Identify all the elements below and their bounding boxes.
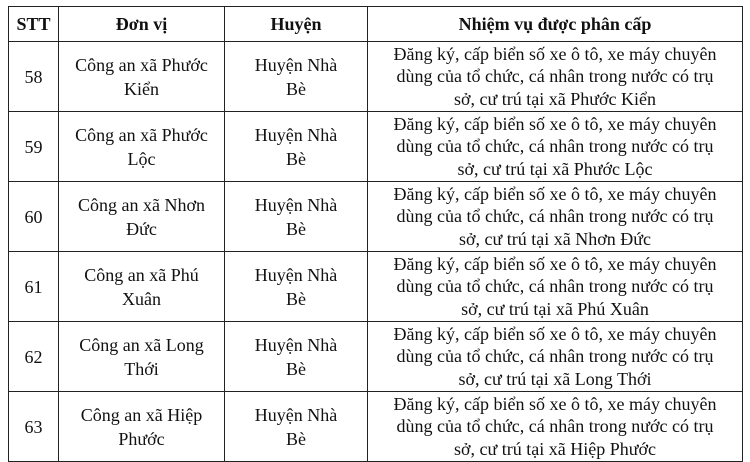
cell-task-line: Đăng ký, cấp biển số xe ô tô, xe máy chuyên: [393, 113, 717, 134]
table-row: [9, 112, 743, 182]
cell-task-line: Đăng ký, cấp biển số xe ô tô, xe máy chuyên: [393, 183, 717, 204]
cell-unit-line: Công an xã Phước: [75, 54, 208, 75]
cell-task-line: sở, cư trú tại xã Phước Lộc: [457, 158, 653, 179]
cell-unit-line: Công an xã Nhơn: [77, 194, 205, 215]
cell-district-line: Huyện Nhà: [254, 264, 338, 285]
table-row: [9, 42, 743, 112]
cell-stt: 62: [9, 322, 59, 392]
cell-task-line: Đăng ký, cấp biển số xe ô tô, xe máy chuyên: [393, 393, 717, 414]
cell-district: [225, 42, 368, 112]
cell-task-line: dùng của tổ chức, cá nhân trong nước có trụ: [396, 416, 714, 437]
cell-unit-line: Xuân: [122, 288, 161, 309]
cell-unit-line: Đức: [126, 218, 157, 239]
header-unit: Đơn vị: [59, 7, 225, 42]
table-row: [9, 392, 743, 462]
cell-task-line: Đăng ký, cấp biển số xe ô tô, xe máy chuyên: [393, 323, 717, 344]
cell-district: [225, 112, 368, 182]
cell-district-line: Huyện Nhà: [254, 334, 338, 355]
cell-task-line: dùng của tổ chức, cá nhân trong nước có trụ: [396, 346, 714, 367]
table-header-row: [9, 7, 743, 42]
cell-district-line: Huyện Nhà: [254, 404, 338, 425]
cell-unit-line: Lộc: [127, 148, 156, 169]
cell-stt: 59: [9, 112, 59, 182]
header-district: Huyện: [225, 7, 368, 42]
cell-unit: [59, 322, 225, 392]
cell-task-line: sở, cư trú tại xã Nhơn Đức: [458, 228, 651, 249]
cell-district-line: Bè: [286, 148, 306, 169]
cell-task-line: dùng của tổ chức, cá nhân trong nước có trụ: [396, 136, 714, 157]
cell-stt: 60: [9, 182, 59, 252]
cell-task: [368, 42, 743, 112]
table-row: [9, 252, 743, 322]
cell-district-line: Huyện Nhà: [254, 54, 338, 75]
cell-task-line: sở, cư trú tại xã Phú Xuân: [461, 298, 649, 319]
cell-task: [368, 112, 743, 182]
cell-task: [368, 392, 743, 462]
cell-task-line: dùng của tổ chức, cá nhân trong nước có trụ: [396, 206, 714, 227]
cell-stt: 58: [9, 42, 59, 112]
cell-unit-line: Phước: [118, 428, 165, 449]
cell-stt: 63: [9, 392, 59, 462]
cell-task-line: sở, cư trú tại xã Long Thới: [458, 368, 652, 389]
cell-task-line: sở, cư trú tại xã Phước Kiển: [453, 88, 656, 109]
cell-district-line: Bè: [286, 288, 306, 309]
cell-unit-line: Thới: [124, 358, 159, 379]
cell-unit-line: Công an xã Long: [79, 334, 204, 355]
header-task: Nhiệm vụ được phân cấp: [368, 7, 743, 42]
cell-task-line: sở, cư trú tại xã Hiệp Phước: [453, 438, 656, 459]
cell-unit-line: Công an xã Phú: [84, 264, 199, 285]
cell-unit-line: Công an xã Phước: [75, 124, 208, 145]
cell-district-line: Bè: [286, 428, 306, 449]
cell-task-line: dùng của tổ chức, cá nhân trong nước có trụ: [396, 66, 714, 87]
cell-unit: [59, 182, 225, 252]
cell-district-line: Huyện Nhà: [254, 124, 338, 145]
table-row: [9, 322, 743, 392]
cell-unit-line: Công an xã Hiệp: [80, 404, 203, 425]
table-row: [9, 182, 743, 252]
cell-district-line: Bè: [286, 218, 306, 239]
cell-task: [368, 322, 743, 392]
cell-district-line: Bè: [286, 78, 306, 99]
cell-task-line: Đăng ký, cấp biển số xe ô tô, xe máy chuyên: [393, 253, 717, 274]
cell-district-line: Bè: [286, 358, 306, 379]
cell-unit-line: Kiển: [124, 78, 159, 99]
cell-district: [225, 322, 368, 392]
cell-task-line: Đăng ký, cấp biển số xe ô tô, xe máy chuyên: [393, 43, 717, 64]
cell-district: [225, 392, 368, 462]
cell-unit: [59, 252, 225, 322]
cell-district: [225, 182, 368, 252]
cell-unit: [59, 112, 225, 182]
header-stt: STT: [9, 7, 59, 42]
cell-unit: [59, 392, 225, 462]
cell-district: [225, 252, 368, 322]
cell-task-line: dùng của tổ chức, cá nhân trong nước có trụ: [396, 276, 714, 297]
cell-district-line: Huyện Nhà: [254, 194, 338, 215]
cell-stt: 61: [9, 252, 59, 322]
cell-unit: [59, 42, 225, 112]
delegation-table: [8, 6, 743, 462]
cell-task: [368, 252, 743, 322]
cell-task: [368, 182, 743, 252]
